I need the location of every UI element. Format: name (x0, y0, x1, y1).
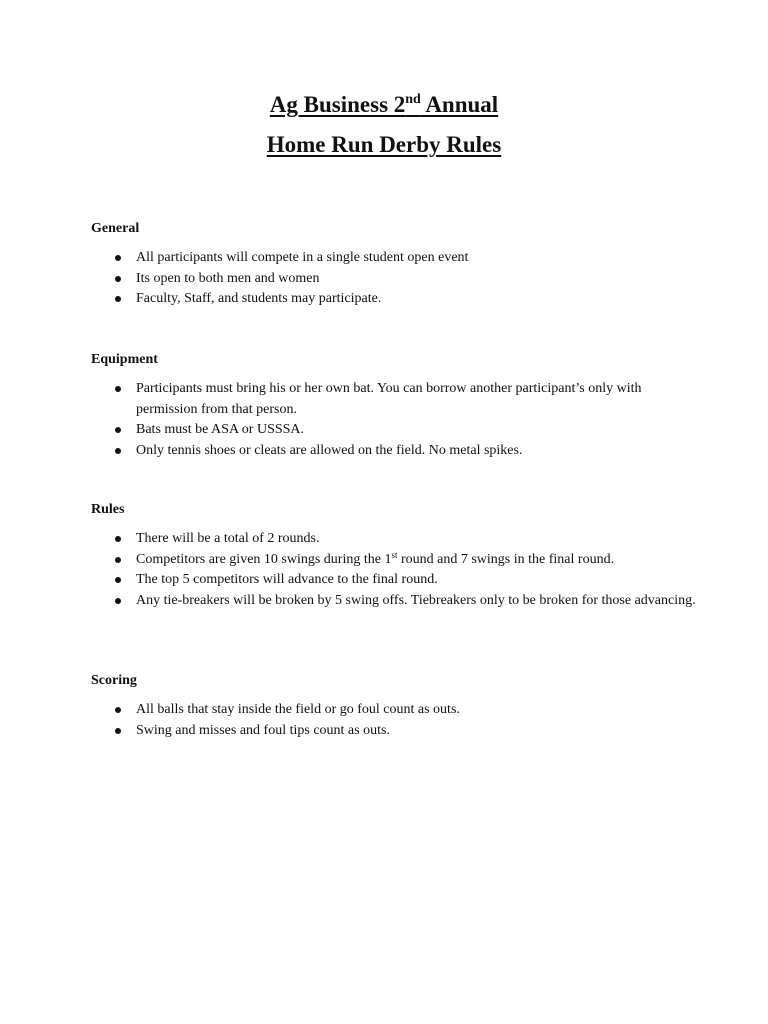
bullet-icon (115, 728, 121, 734)
list-item: Swing and misses and foul tips count as outs. (91, 721, 691, 742)
list-item: Its open to both men and women (91, 269, 691, 290)
bullet-icon (115, 536, 121, 542)
bullet-list-general (91, 248, 691, 310)
list-item: All participants will compete in a single student open event (91, 248, 691, 269)
list-item: Competitors are given 10 swings during the 1st round and 7 swings in the final round. (91, 550, 691, 571)
bullet-icon (115, 598, 121, 604)
bullet-icon (115, 276, 121, 282)
bullet-list-scoring (91, 700, 691, 741)
document-title (0, 92, 768, 158)
bullet-list-rules (91, 529, 696, 611)
bullet-icon (115, 427, 121, 433)
section-equipment (91, 351, 691, 461)
ordinal-superscript: st (391, 549, 398, 560)
title-line-2: Home Run Derby Rules (266, 132, 502, 157)
list-item: Any tie-breakers will be broken by 5 swing offs. Tiebreakers only to be broken for those advancing. (91, 591, 726, 612)
title-line-1: Ag Business 2nd Annual (269, 92, 499, 117)
section-heading-scoring: Scoring (91, 673, 137, 688)
bullet-icon (115, 296, 121, 302)
list-item: Only tennis shoes or cleats are allowed on the field. No metal spikes. (91, 441, 691, 462)
list-item: Faculty, Staff, and students may participate. (91, 289, 691, 310)
list-item: The top 5 competitors will advance to the final round. (91, 570, 691, 591)
section-general (91, 220, 691, 310)
list-item: Participants must bring his or her own bat. You can borrow another participant’s only with permission from that person. (91, 379, 666, 420)
bullet-icon (115, 707, 121, 713)
section-rules (91, 501, 696, 611)
title-superscript: nd (405, 92, 421, 107)
bullet-icon (115, 386, 121, 392)
bullet-icon (115, 255, 121, 261)
list-item: Bats must be ASA or USSSA. (91, 420, 691, 441)
section-scoring (91, 672, 691, 741)
list-item: All balls that stay inside the field or go foul count as outs. (91, 700, 691, 721)
list-item: There will be a total of 2 rounds. (91, 529, 691, 550)
section-heading-general: General (91, 221, 140, 236)
bullet-list-equipment (91, 379, 691, 461)
bullet-icon (115, 577, 121, 583)
bullet-icon (115, 448, 121, 454)
section-heading-rules: Rules (91, 502, 125, 517)
bullet-icon (115, 557, 121, 563)
section-heading-equipment: Equipment (91, 352, 158, 367)
